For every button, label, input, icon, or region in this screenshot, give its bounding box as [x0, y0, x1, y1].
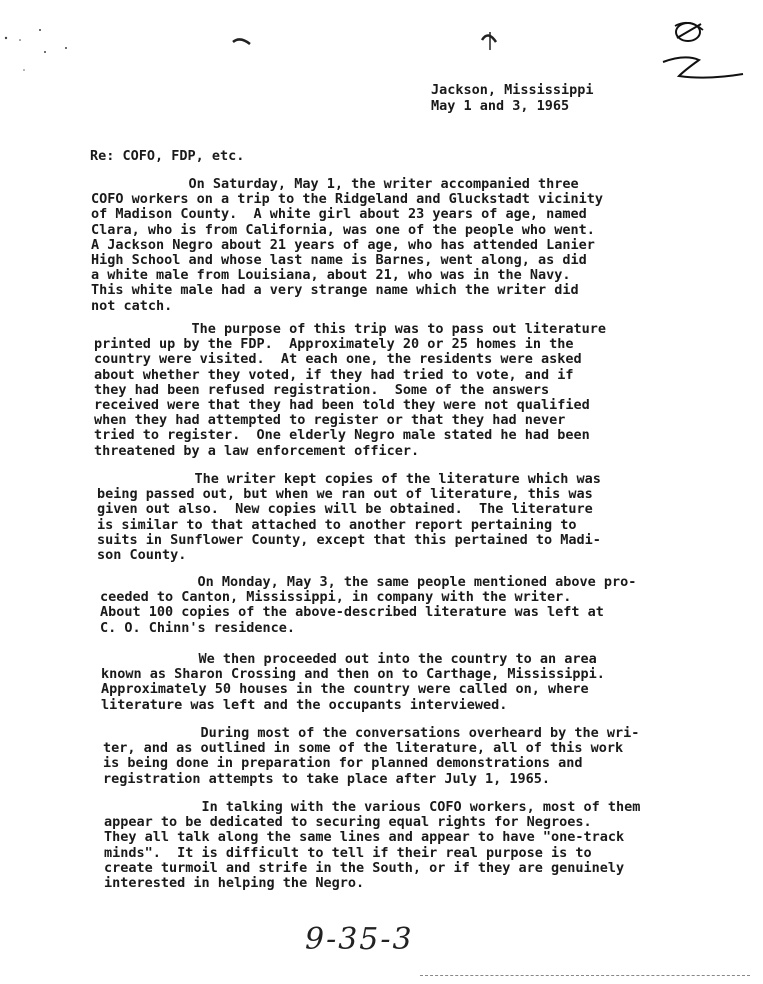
text-line: country were visited. At each one, the residents were asked	[94, 351, 582, 368]
dateline-place: Jackson, Mississippi	[431, 82, 594, 98]
text-line: A Jackson Negro about 21 years of age, who has attended Lanier	[91, 236, 595, 253]
text-line: given out also. New copies will be obtained. The literature	[97, 501, 593, 518]
text-line: son County.	[97, 547, 187, 564]
text-line: about whether they voted, if they had tried to vote, and if	[94, 366, 574, 383]
text-line: printed up by the FDP. Approximately 20 or 25 homes in the	[94, 336, 574, 353]
text-line: registration attempts to take place after July 1, 1965.	[103, 770, 551, 787]
handwritten-file-number: 9-35-3	[305, 922, 414, 957]
text-line: of Madison County. A white girl about 23 years of age, named	[91, 206, 587, 223]
text-line: They all talk along the same lines and appear to have "one-track	[104, 829, 625, 846]
paragraph-3	[97, 472, 601, 563]
text-line: About 100 copies of the above-described literature was left at	[100, 604, 604, 621]
dateline	[431, 82, 594, 114]
scan-edge-line	[420, 975, 750, 976]
text-line: The writer kept copies of the literature which was	[97, 471, 601, 487]
text-line: The purpose of this trip was to pass out literature	[94, 321, 607, 337]
text-line: High School and whose last name is Barnes, went along, as did	[91, 252, 587, 269]
text-line: received were that they had been told they were not qualified	[94, 397, 590, 414]
text-line: C. O. Chinn's residence.	[100, 619, 296, 636]
text-line: being passed out, but when we ran out of literature, this was	[97, 486, 593, 503]
text-line: Clara, who is from California, was one of the people who went.	[91, 221, 595, 238]
text-line: ceeded to Canton, Mississippi, in company with the writer.	[100, 589, 572, 606]
text-line: tried to register. One elderly Negro male stated he had been	[94, 427, 590, 444]
subject-line: Re: COFO, FDP, etc.	[90, 148, 245, 164]
paragraph-2	[94, 322, 606, 459]
text-line: when they had attempted to register or that they had never	[94, 412, 566, 429]
text-line: suits in Sunflower County, except that this pertained to Madi-	[97, 531, 601, 548]
text-line: create turmoil and strife in the South, or if they are genuinely	[104, 859, 625, 876]
text-line: literature was left and the occupants interviewed.	[101, 696, 508, 713]
paragraph-7	[104, 800, 640, 891]
handwritten-corner-mark	[655, 14, 745, 84]
text-line: On Monday, May 3, the same people mentioned above pro-	[100, 574, 637, 590]
text-line: is being done in preparation for planned demonstrations and	[103, 755, 583, 772]
text-line: This white male had a very strange name which the writer did	[91, 282, 579, 299]
text-line: not catch.	[91, 297, 173, 314]
text-line: In talking with the various COFO workers, most of them	[104, 799, 641, 815]
text-line: ter, and as outlined in some of the literature, all of this work	[103, 740, 624, 757]
text-line: appear to be dedicated to securing equal rights for Negroes.	[104, 814, 592, 831]
text-line: Approximately 50 houses in the country were called on, where	[101, 681, 589, 698]
text-line: threatened by a law enforcement officer.	[94, 442, 420, 459]
text-line: they had been refused registration. Some of the answers	[94, 381, 550, 398]
text-line: is similar to that attached to another report pertaining to	[97, 516, 577, 533]
text-line: a white male from Louisiana, about 21, who was in the Navy.	[91, 267, 571, 284]
text-line: COFO workers on a trip to the Ridgeland and Gluckstadt vicinity	[91, 191, 604, 208]
text-line: minds". It is difficult to tell if their real purpose is to	[104, 844, 592, 861]
paragraph-1	[91, 177, 603, 314]
text-line: We then proceeded out into the country to an area	[101, 651, 597, 667]
text-line: known as Sharon Crossing and then on to Carthage, Mississippi.	[101, 666, 605, 683]
paragraph-4	[100, 575, 636, 636]
text-line: On Saturday, May 1, the writer accompanied three	[91, 176, 579, 192]
paragraph-6	[103, 726, 639, 787]
paragraph-5	[101, 652, 605, 713]
dateline-date: May 1 and 3, 1965	[431, 98, 570, 114]
text-line: interested in helping the Negro.	[104, 875, 365, 892]
text-line: During most of the conversations overheard by the wri-	[103, 725, 640, 741]
